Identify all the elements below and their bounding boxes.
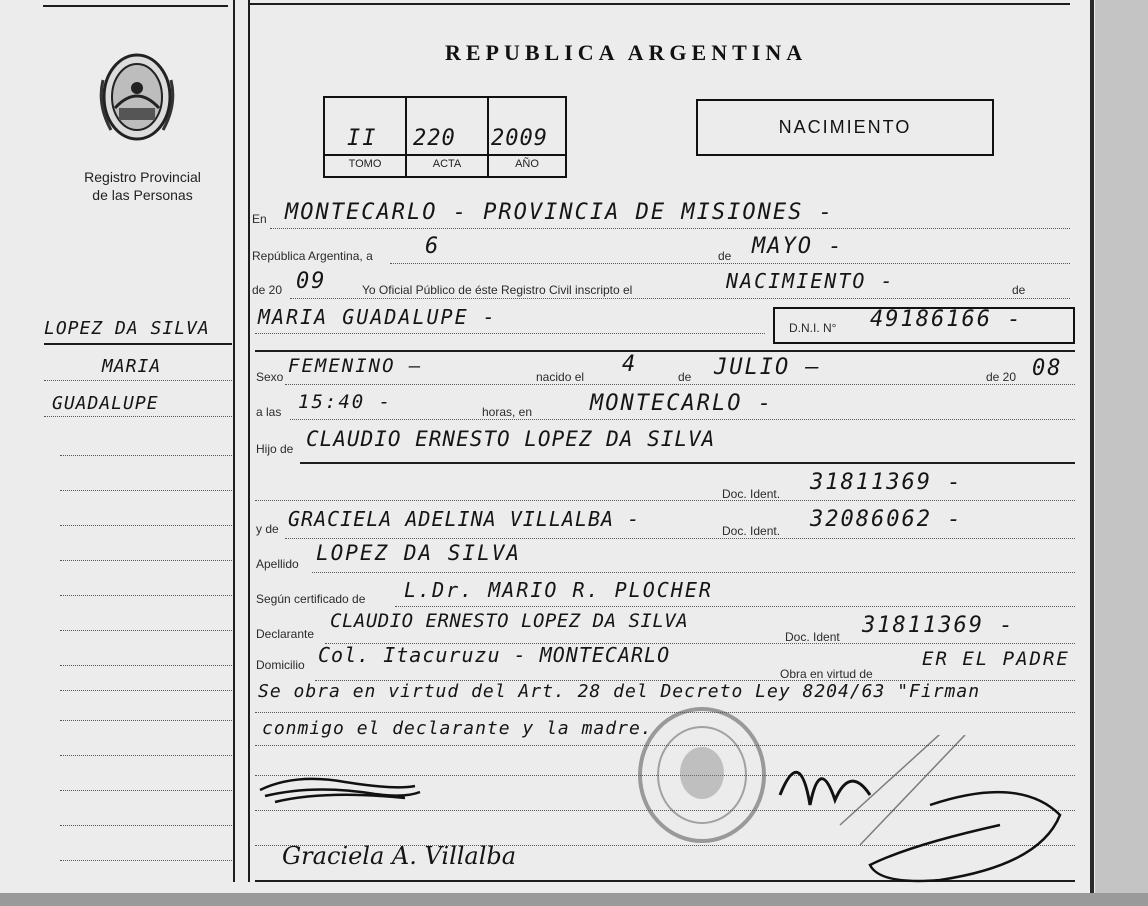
label-domicilio: Domicilio	[256, 658, 305, 672]
tomo-label: TOMO	[348, 158, 382, 170]
declarant-signature-scribble	[255, 768, 425, 808]
misiones-province-emblem	[93, 50, 181, 150]
row-line-apellido	[312, 572, 1075, 573]
declarant-value: CLAUDIO ERNESTO LOPEZ DA SILVA	[330, 610, 689, 632]
left-margin-rule	[233, 0, 235, 882]
anio-value: 2009	[491, 126, 548, 151]
declarant-doc-value: 31811369 -	[862, 613, 1015, 638]
dni-box	[773, 307, 1075, 344]
birth-day-value: 4	[622, 352, 638, 377]
row-line-child	[255, 333, 765, 334]
label-nacido: nacido el	[536, 370, 585, 384]
side-name-line-3: GUADALUPE	[52, 393, 159, 414]
label-hijo-de: Hijo de	[256, 442, 294, 456]
registry-line-2: de las Personas	[92, 187, 193, 203]
label-dni: D.N.I. N°	[789, 321, 837, 335]
sex-value: FEMENINO —	[288, 355, 423, 377]
side-name-line-1: LOPEZ DA SILVA	[44, 318, 210, 339]
row-rule-father	[300, 462, 1075, 464]
left-column-rule	[248, 0, 250, 882]
time-value: 15:40 -	[298, 391, 393, 413]
label-declarante: Declarante	[256, 627, 315, 641]
label-horas-en: horas, en	[482, 405, 533, 419]
label-doc-ident-declarant: Doc. Ident	[785, 630, 840, 644]
year-value: 09	[296, 269, 327, 294]
birth-year-value: 08	[1032, 356, 1063, 381]
side-name-line-2: MARIA	[102, 356, 162, 377]
side-dotted-line	[60, 790, 232, 791]
birth-month-value: JULIO —	[714, 355, 821, 380]
note-line-1: Se obra en virtud del Art. 28 del Decreto Ley 8204/63 "Firman	[258, 681, 981, 702]
page-edge	[1090, 0, 1094, 895]
row-line-alas	[290, 419, 1075, 420]
label-de-20-birth: de 20	[986, 370, 1017, 384]
birth-place-value: MONTECARLO -	[590, 391, 773, 416]
top-rule-right	[250, 3, 1070, 5]
label-oficial: Yo Oficial Público de éste Registro Civil inscripto el	[362, 283, 633, 297]
registry-line-1: Registro Provincial	[84, 169, 201, 185]
place-value: MONTECARLO - PROVINCIA DE MISIONES -	[285, 200, 834, 225]
side-dotted-line	[60, 825, 232, 826]
certificate-value: L.Dr. MARIO R. PLOCHER	[404, 578, 713, 602]
tomo-value: II	[347, 126, 378, 151]
document-title: REPUBLICA ARGENTINA	[445, 40, 808, 65]
label-de-birth-month: de	[678, 370, 692, 384]
label-de-month: de	[718, 249, 732, 263]
mother-doc-value: 32086062 -	[810, 507, 963, 532]
row-line-en	[270, 228, 1070, 229]
side-dotted-line	[60, 860, 232, 861]
side-dotted-line	[60, 755, 232, 756]
record-labels-rule	[325, 154, 565, 156]
surname-value: LOPEZ DA SILVA	[316, 541, 522, 565]
side-dotted-line	[60, 690, 232, 691]
officer-signature	[760, 735, 1080, 885]
side-dotted-line	[60, 455, 232, 456]
day-value: 6	[425, 234, 441, 259]
side-dotted-line	[60, 630, 232, 631]
side-dotted-3	[44, 416, 232, 417]
label-y-de: y de	[256, 522, 279, 536]
side-dotted-2	[44, 380, 232, 381]
label-doc-ident-father: Doc. Ident.	[722, 487, 781, 501]
label-de-20: de 20	[252, 283, 283, 297]
side-dotted-line	[60, 595, 232, 596]
address-value: Col. Itacuruzu - MONTECARLO	[318, 643, 671, 667]
row-line-segun	[395, 606, 1075, 607]
father-doc-value: 31811369 -	[810, 470, 963, 495]
record-number-box	[323, 96, 567, 178]
side-dotted-line	[60, 525, 232, 526]
row-line-doc1	[255, 500, 1075, 501]
dni-value: 49186166 -	[870, 307, 1023, 332]
mother-signature: Graciela A. Villalba	[282, 842, 517, 870]
acta-value: 220	[413, 126, 456, 151]
label-sexo: Sexo	[256, 370, 284, 384]
official-seal	[635, 705, 770, 845]
label-segun-certificado: Según certificado de	[256, 592, 366, 606]
label-doc-ident-mother: Doc. Ident.	[722, 524, 781, 538]
side-dotted-line	[60, 720, 232, 721]
side-dotted-line	[60, 665, 232, 666]
row-line-mother	[285, 538, 1075, 539]
note-line-2: conmigo el declarante y la madre.	[262, 718, 653, 739]
acta-label: ACTA	[432, 158, 462, 170]
top-rule-left	[43, 5, 228, 7]
registry-name	[60, 168, 225, 204]
row-line-republica	[390, 263, 1070, 264]
child-name-value: MARIA GUADALUPE -	[258, 305, 497, 329]
anio-label: AÑO	[515, 158, 539, 170]
side-dotted-line	[60, 490, 232, 491]
row-line-de20	[290, 298, 1070, 299]
side-underline-1	[44, 343, 232, 345]
label-de-child: de	[1012, 283, 1026, 297]
row-line-sexo	[285, 384, 1075, 385]
obra-value: ER EL PADRE	[922, 648, 1070, 670]
record-type-box: NACIMIENTO	[696, 99, 994, 156]
label-apellido: Apellido	[256, 557, 299, 571]
label-republica: República Argentina, a	[252, 249, 373, 263]
label-a-las: a las	[256, 405, 282, 419]
page-bottom-shadow	[0, 893, 1148, 906]
father-value: CLAUDIO ERNESTO LOPEZ DA SILVA	[306, 427, 716, 451]
month-value: MAYO -	[752, 234, 844, 259]
row-rule-thick	[255, 350, 1075, 352]
act-type-value: NACIMIENTO -	[726, 269, 895, 293]
label-en: En	[252, 212, 267, 226]
side-dotted-line	[60, 560, 232, 561]
label-obra: Obra en virtud de	[780, 667, 873, 681]
mother-value: GRACIELA ADELINA VILLALBA -	[288, 507, 641, 531]
